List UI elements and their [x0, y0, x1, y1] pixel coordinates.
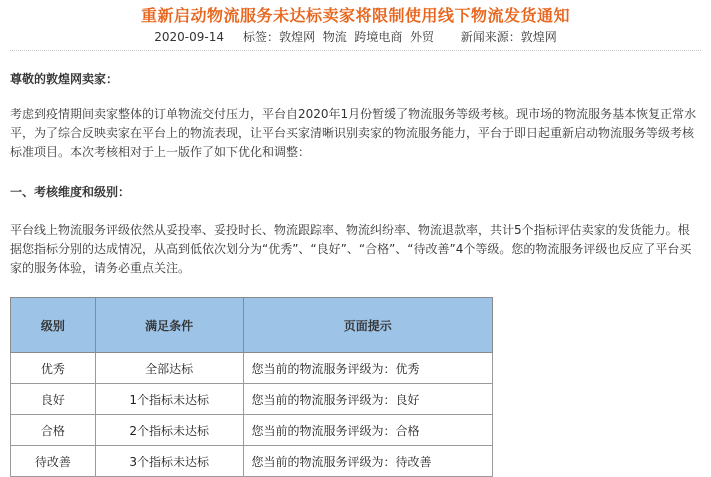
publish-date: 2020-09-14: [154, 30, 224, 44]
source-label: 新闻来源：: [460, 30, 521, 44]
table-row: [11, 384, 493, 415]
source-name: 敦煌网: [520, 30, 557, 44]
cell-level: 优秀: [11, 353, 96, 384]
cell-page-hint: 您当前的物流服务评级为：待改善: [243, 446, 493, 477]
header-condition: 满足条件: [95, 298, 243, 353]
cell-condition: 全部达标: [95, 353, 243, 384]
cell-condition: 3个指标未达标: [95, 446, 243, 477]
tag-link[interactable]: 跨境电商: [354, 30, 403, 44]
article-meta: [0, 28, 711, 45]
grade-table: [10, 297, 493, 477]
cell-page-hint: 您当前的物流服务评级为：优秀: [243, 353, 493, 384]
criteria-paragraph: 平台线上物流服务评级依然从妥投率、妥投时长、物流跟踪率、物流纠纷率、物流退款率，共计5个指标评估卖家的发货能力。根据您指标分别的达成情况，从高到低依次划分为“优秀”、“良好”、“合格”、“待改善”4个等级。您的物流服务评级也反应了平台买家的服务体验，请务必重点关注。: [10, 223, 692, 275]
cell-level: 合格: [11, 415, 96, 446]
cell-page-hint: 您当前的物流服务评级为：良好: [243, 384, 493, 415]
tag-link[interactable]: 敦煌网: [279, 30, 316, 44]
cell-level: 待改善: [11, 446, 96, 477]
table-row: [11, 353, 493, 384]
article-title: 重新启动物流服务未达标卖家将限制使用线下物流发货通知: [140, 6, 570, 25]
tag-link[interactable]: 物流: [322, 30, 347, 44]
cell-level: 良好: [11, 384, 96, 415]
cell-condition: 1个指标未达标: [95, 384, 243, 415]
table-row: [11, 446, 493, 477]
cell-condition: 2个指标未达标: [95, 415, 243, 446]
greeting: 尊敬的敦煌网卖家：: [10, 72, 119, 86]
intro-paragraph: 考虑到疫情期间卖家整体的订单物流交付压力，平台自2020年1月份暂缓了物流服务等级考核。现市场的物流服务基本恢复正常水平，为了综合反映卖家在平台上的物流表现，让平台买家清晰识别卖家的物流服务能力，平台于即日起重新启动物流服务等级考核标准项目。本次考核相对于上一版作了如下优化和调整：: [10, 107, 697, 159]
tag-link[interactable]: 外贸: [410, 30, 435, 44]
header-divider: [10, 50, 701, 51]
table-header-row: [11, 298, 493, 353]
header-level: 级别: [11, 298, 96, 353]
table-row: [11, 415, 493, 446]
tags-label: 标签：: [243, 30, 280, 44]
header-page-hint: 页面提示: [243, 298, 493, 353]
section-heading: 一、考核维度和级别：: [10, 185, 131, 199]
cell-page-hint: 您当前的物流服务评级为：合格: [243, 415, 493, 446]
